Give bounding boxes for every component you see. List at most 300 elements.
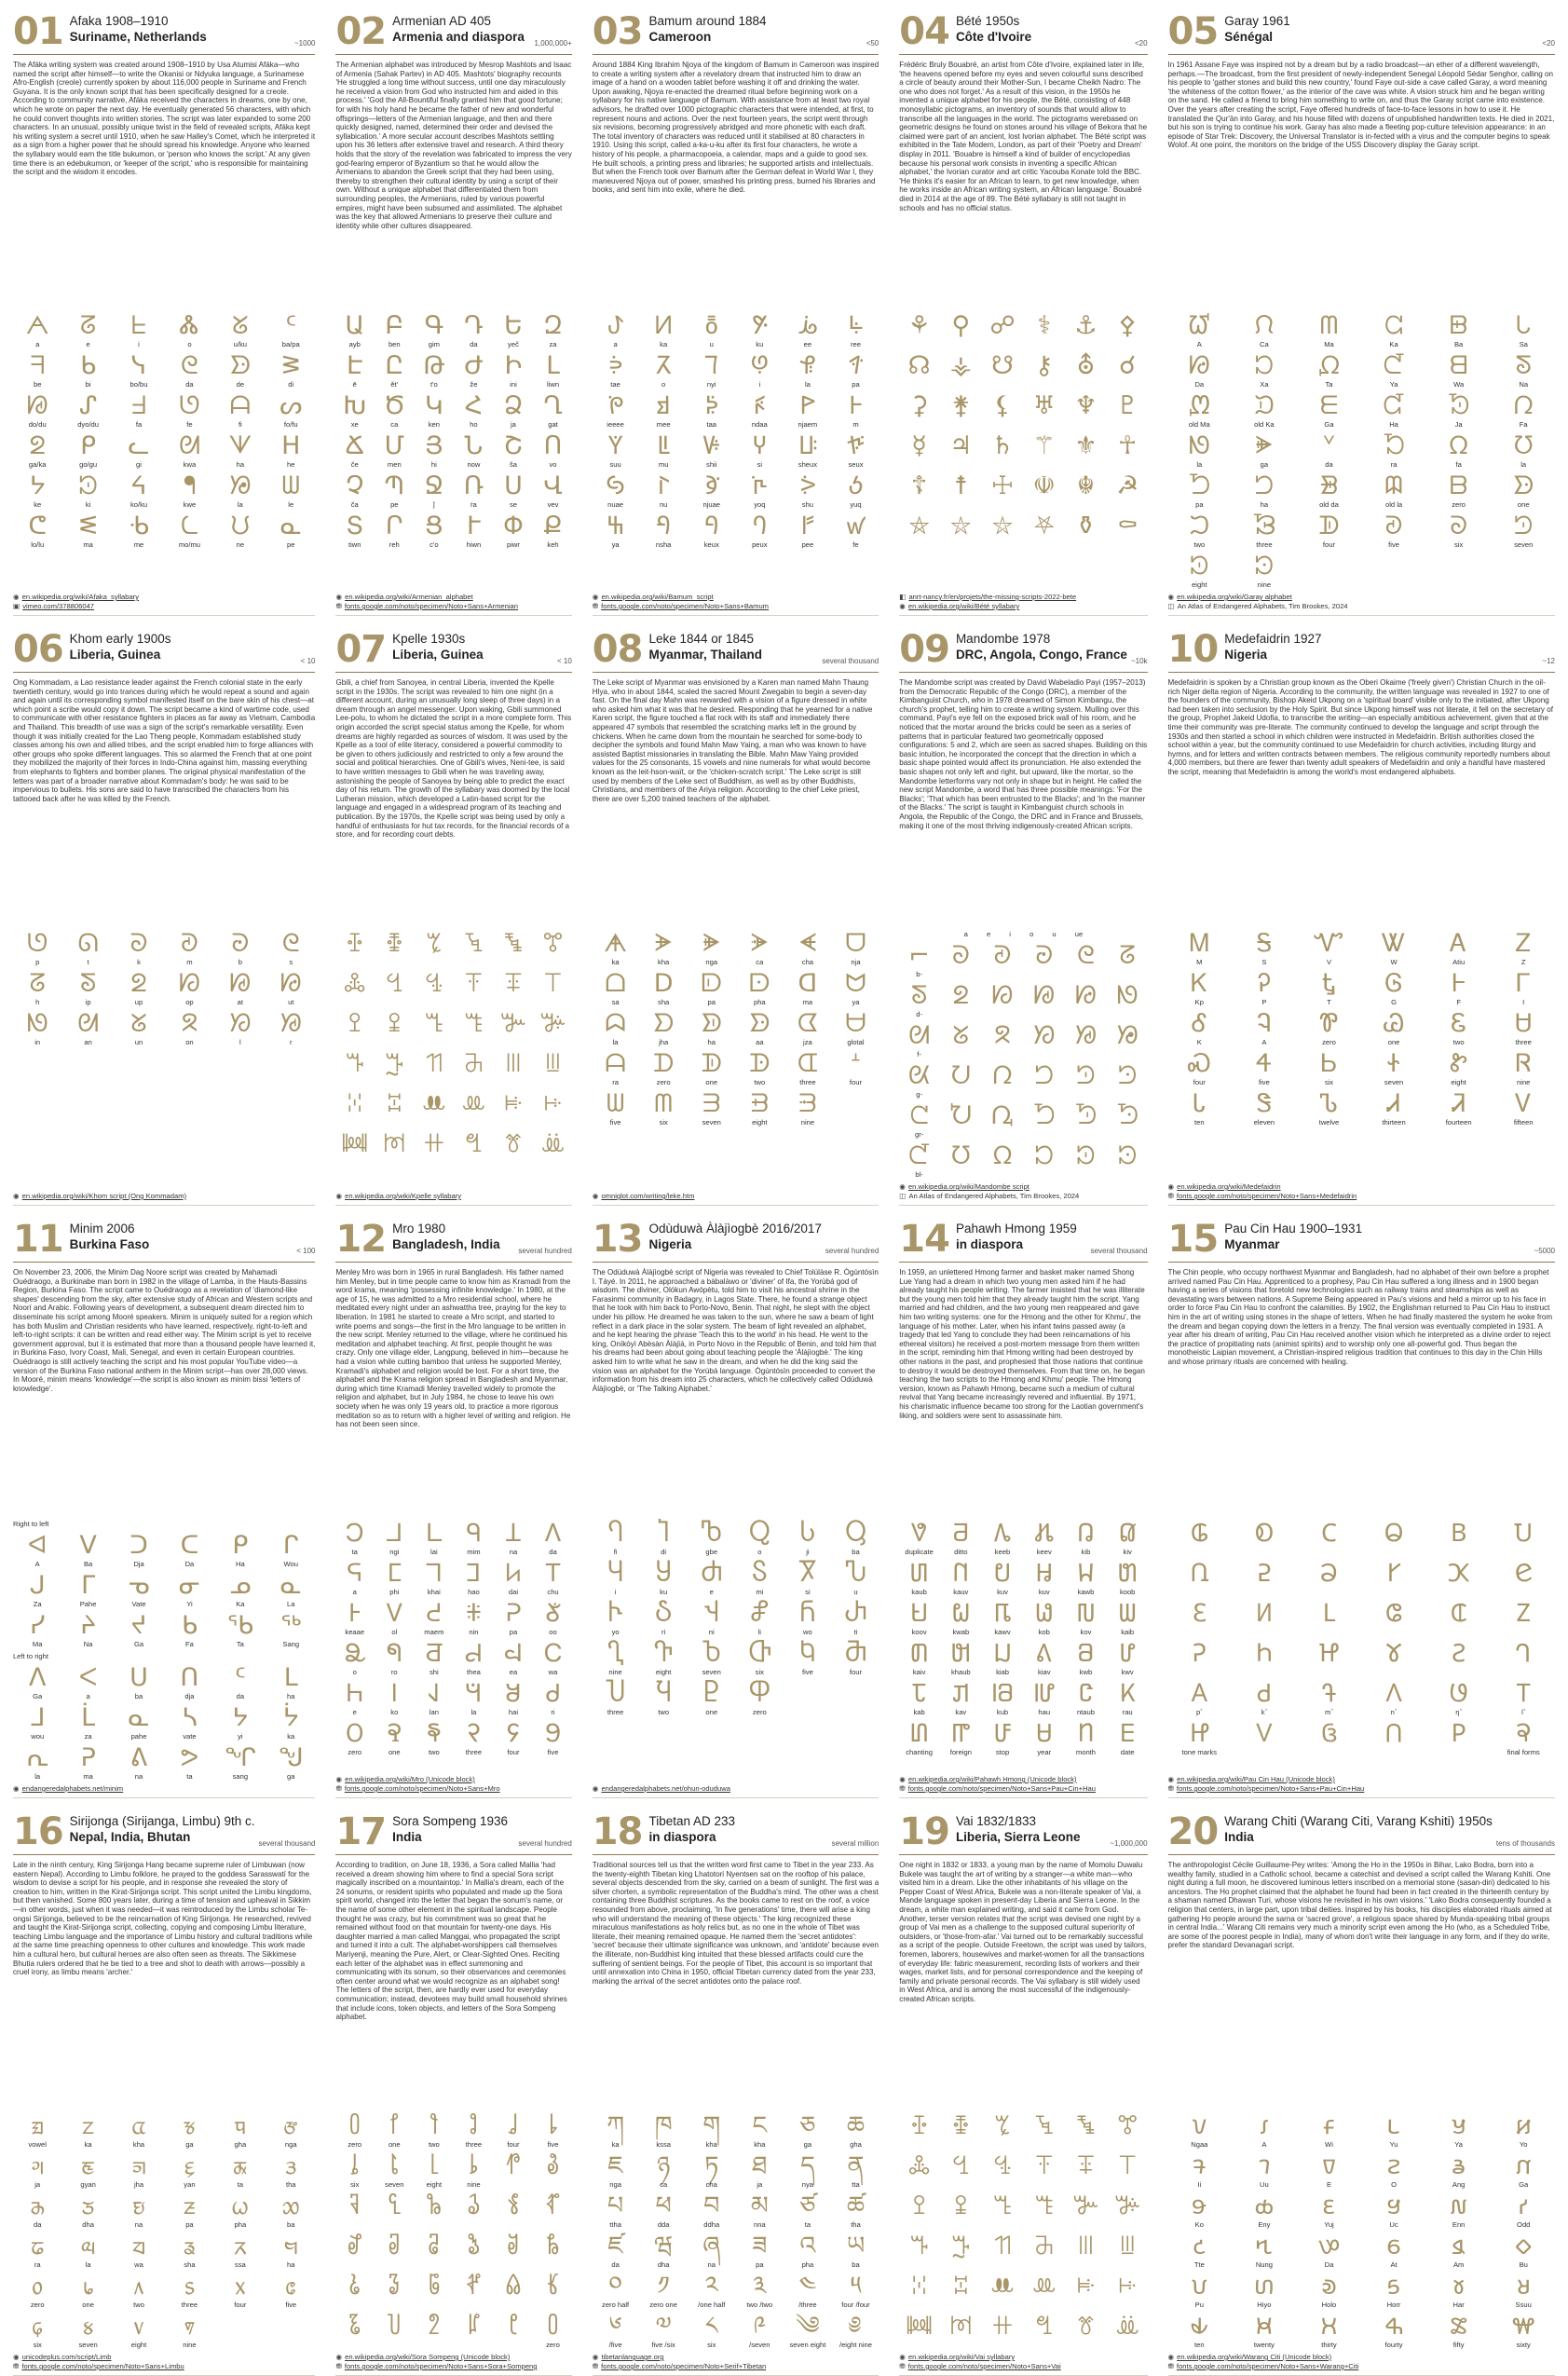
glyph-cell (983, 1520, 1023, 1556)
card-description: According to tradition, on June 18, 1936, a Sora called Mallia 'had received a dream showing him where to find a special Sora script magically inscribed on a mountaintop.' In Mallia's dream, each of the 24 sonums, or resident spirits who populated and made up the Sora spirit world, changed into the letter that began the sonum's name, or the name of some other element in the spiritual landscape. People thought he was crazy, but his commitment was so great that he remained without food on that mountain for twenty-one days. His daughter married a man called Manggai, who propagated the script and turned it into a cult. The alphabet-worshippers call themselves Mariyenji, meaning the Pure, Alert, or Clear-Sighted Ones. Reciting each letter of the alphabet was in effect summoning and communicating with its sonum, so their observances and ceremonies often center around what we would recognize as an alphabet song! The letters of the script, then, are hardly ever used for everyday communication; instead, devotees may build small household shrines that include icons, token objects, and letters of the Sora Sompeng alphabet. (335, 1861, 567, 2022)
glyph-character: 𑃧 (467, 2312, 481, 2341)
user-count: <20 (1542, 39, 1555, 48)
glyph-character: ཐ (752, 2151, 768, 2180)
glyph-character: ᘐ (1450, 512, 1468, 540)
glyph-character: ᔭ (29, 471, 46, 500)
glyph-character: 𑣈 (1321, 2151, 1337, 2180)
glyph-character: ⛥ (950, 512, 972, 540)
glyph-label (472, 1078, 474, 1086)
glyph-character: 𑃥 (387, 2312, 402, 2341)
glyph-label (1084, 500, 1086, 509)
glyph-cell (63, 1664, 112, 1700)
source-link[interactable] (13, 2362, 315, 2371)
glyph-character: ᘏ (77, 929, 99, 958)
glyph-label: Fa (1519, 420, 1528, 429)
glyph-character: 𑃷 (389, 2151, 399, 2180)
link-text[interactable]: fonts.google.com/noto/specimen/Noto+Sans+Limbu (21, 2362, 184, 2370)
user-count: tens of thousands (1495, 1839, 1555, 1848)
glyph-cell (266, 2152, 315, 2189)
glyph-label: a (35, 340, 40, 348)
script-place: Liberia, Sierra Leone (955, 1830, 1081, 1844)
glyph-character: Ի (504, 351, 523, 380)
glyph-character: ᗯ (281, 471, 300, 500)
glyph-cell (455, 352, 493, 389)
glyph-character: 𑫙 (1256, 1679, 1273, 1708)
source-link[interactable] (335, 1784, 571, 1794)
glyph-character: ꔡ (1035, 2312, 1054, 2341)
glyph-label: five (547, 2140, 559, 2149)
card-title-block (392, 1813, 514, 1845)
glyph-label: in (34, 1038, 41, 1046)
glyph-character: ᘘ (1033, 981, 1056, 1010)
link-text[interactable]: en.wikipedia.org/wiki/Kpelle syllabary (345, 1192, 462, 1200)
glyph-label (960, 1090, 961, 1099)
script-name-line (956, 1813, 1106, 1829)
glyph-character: ᤒ (31, 2232, 45, 2260)
glyph-cell (737, 930, 784, 966)
glyph-label: e (709, 1588, 714, 1596)
glyph-cell (63, 392, 112, 429)
link-text[interactable]: fonts.google.com/noto/specimen/Noto+Sans+Vai (907, 2362, 1061, 2370)
link-text[interactable]: vimeo.com/378806047 (22, 602, 95, 610)
glyph-character: 𖩏 (465, 1599, 483, 1628)
source-link[interactable] (1168, 1182, 1555, 1192)
link-text[interactable]: en.wikipedia.org/wiki/Warang Citi (Unicode block) (1177, 2353, 1332, 2361)
glyph-label: shu (801, 500, 814, 509)
glyph-character: ꔇ (951, 2151, 971, 2180)
link-text[interactable]: fonts.google.com/noto/specimen/Noto+Sans+Pau+Cin+Hau (1176, 1784, 1365, 1793)
glyph-label (1263, 1548, 1265, 1556)
glyph-label: kwb (1079, 1668, 1093, 1676)
glyph-label (919, 380, 920, 389)
glyph-label (960, 1050, 961, 1058)
glyph-character: 𖩖 (503, 1639, 524, 1668)
link-text[interactable]: fonts.google.com/noto/specimen/Noto+Sans+Warang+Citi (1176, 2362, 1359, 2370)
script-name-line (1224, 13, 1538, 29)
glyph-character: ᘦ (1118, 1061, 1138, 1090)
glyph-cell (1024, 1680, 1064, 1716)
glyph-character: Ժ (464, 351, 484, 380)
glyph-cell (455, 1680, 493, 1716)
glyph-character: ᑌ (130, 1663, 148, 1692)
source-link[interactable] (1168, 1192, 1555, 1201)
glyph-label: zero half (602, 2301, 630, 2309)
glyph-cell (689, 2112, 735, 2149)
glyph-label (354, 1038, 356, 1046)
glyph-character: 𑃝 (546, 2232, 560, 2260)
source-link[interactable] (899, 1784, 1147, 1794)
source-link[interactable] (1168, 593, 1555, 602)
link-text[interactable]: en.wikipedia.org/wiki/Pahawh Hmong (Unicode block) (907, 1775, 1077, 1783)
glyph-cell (1298, 1640, 1361, 1676)
glyph-cell (1362, 312, 1425, 348)
glyph-cell (833, 2233, 879, 2269)
glyph-label: gim (428, 340, 440, 348)
link-text[interactable]: fonts.google.com/noto/specimen/Noto+Sans+Pau+Cin+Hau (907, 1784, 1097, 1793)
source-link[interactable] (899, 1182, 1147, 1192)
source-link[interactable] (335, 1775, 571, 1784)
glyph-character: ꚥ (848, 311, 864, 340)
glyph-character: ꔔ (425, 1049, 443, 1078)
glyph-character: 𑃠 (428, 2272, 441, 2301)
link-text[interactable]: endangeredalphabets.net/minim (21, 1784, 124, 1793)
source-link[interactable] (1168, 1784, 1555, 1794)
glyph-label: eight (426, 2180, 443, 2189)
glyph-cell (784, 2313, 831, 2349)
glyph-cell (1427, 312, 1491, 348)
glyph-table (13, 312, 315, 589)
card-links (335, 2353, 571, 2375)
glyph-character: ན (847, 2151, 865, 2180)
card-links (899, 1182, 1147, 1205)
glyph-cell (640, 930, 687, 966)
script-name: Khom (69, 632, 106, 646)
glyph-character: 𖩕 (464, 1639, 484, 1668)
glyph-character: ༡ (657, 2272, 670, 2301)
card-title-block (956, 1221, 1087, 1252)
script-name-line (648, 13, 862, 29)
glyph-character: ༤ (798, 2272, 817, 2301)
glyph-cell (833, 512, 879, 549)
source-link[interactable] (899, 1775, 1147, 1784)
source-link[interactable] (335, 602, 571, 611)
source-link[interactable] (335, 1192, 571, 1201)
link-icon: ◉ (1167, 1775, 1175, 1783)
glyph-cell (216, 312, 265, 348)
glyph-character: ᘥ (1076, 1061, 1096, 1090)
glyph-label (1458, 1548, 1460, 1556)
glyph-cell (1168, 312, 1232, 348)
glyph-character: ᘻ (1188, 391, 1210, 420)
source-link[interactable] (899, 2362, 1147, 2371)
glyph-character: Ⴗ (607, 1559, 623, 1588)
source-link[interactable] (593, 1784, 879, 1794)
link-text[interactable]: tibetanlanguage.org (601, 2353, 664, 2361)
link-text[interactable]: en.wikipedia.org/wiki/Vai syllabary (907, 2353, 1016, 2361)
glyph-label: tha (285, 2180, 296, 2189)
glyph-character: པ (607, 2192, 624, 2220)
source-link[interactable] (13, 593, 315, 602)
link-text[interactable]: en.wikipedia.org/wiki/Mro (Unicode block) (345, 1775, 475, 1783)
source-link[interactable] (1168, 1775, 1555, 1784)
glyph-character: ꔅ (542, 929, 564, 958)
glyph-cell (1298, 1720, 1361, 1756)
glyph-label: ga (1260, 460, 1269, 469)
card-links (335, 593, 571, 615)
script-name: Vai (955, 1814, 977, 1828)
glyph-character: ᑭ (232, 1531, 249, 1560)
glyph-label: kaiv (912, 1668, 926, 1676)
glyph-character: ꛃ (846, 512, 866, 540)
link-text[interactable]: en.wikipedia.org/wiki/Sora Sompeng (Unicode block) (345, 2353, 511, 2361)
link-text[interactable]: anrt-nancy.fr/en/projets/the-missing-scripts-2022-bete (908, 593, 1077, 601)
book-reference (899, 1192, 1147, 1201)
user-count: 1,000,000+ (534, 39, 572, 48)
glyph-character: ☬ (1076, 471, 1096, 500)
link-text[interactable]: en.wikipedia.org/wiki/Bété syllabary (907, 602, 1020, 610)
source-link[interactable] (13, 602, 315, 611)
glyph-character: 𖬠 (993, 1719, 1012, 1748)
glyph-character: 𑣏 (1386, 2192, 1401, 2220)
user-count: several thousand (822, 657, 879, 665)
link-text[interactable]: en.wikipedia.org/wiki/Armenian_alphabet (345, 593, 473, 601)
glyph-character: Ꮝ (1187, 1049, 1211, 1078)
glyph-label (354, 1158, 356, 1167)
glyph-cell (495, 1010, 533, 1046)
glyph-cell (640, 1010, 687, 1046)
glyph-character: ☨ (953, 471, 968, 500)
glyph-label: Ta (1325, 380, 1333, 389)
glyph-character: ᘛ (77, 1009, 100, 1038)
glyph-cell (1233, 553, 1296, 589)
glyph-character: ᘎ (26, 929, 48, 958)
glyph-character: ꔁ (951, 2111, 970, 2140)
glyph-cell (115, 2192, 163, 2229)
glyph-character: ད (800, 2151, 815, 2180)
glyph-table (593, 2112, 879, 2349)
glyph-label (1084, 460, 1086, 469)
glyph-character: ꔟ (949, 2312, 973, 2341)
glyph-cell (1298, 312, 1361, 348)
glyph-label: pa (1195, 500, 1204, 509)
source-link[interactable] (335, 2353, 571, 2362)
link-text[interactable]: fonts.google.com/noto/specimen/Noto+Sans+Armenian (344, 602, 519, 610)
glyph-cell (63, 2273, 112, 2309)
glyph-character: 𖬎 (993, 1599, 1012, 1628)
glyph-label: yeč (508, 340, 519, 348)
glyph-subheading: Right to left (13, 1520, 49, 1528)
glyph-character: ꔝ (1118, 2272, 1138, 2301)
glyph-label: ba (852, 2260, 860, 2269)
card-links (593, 593, 879, 615)
link-text[interactable]: fonts.google.com/noto/specimen/Noto+Sans+Bamum (601, 602, 769, 610)
glyph-character: ᗸ (1449, 311, 1468, 340)
glyph-label: Na (83, 1640, 93, 1648)
link-text[interactable]: endangeredalphabets.net/ohun-oduduwa (601, 1784, 730, 1793)
glyph-label: twenty (1253, 2341, 1275, 2349)
user-count: several thousand (1090, 1247, 1148, 1255)
glyph-label (1126, 970, 1128, 978)
glyph-character: 𑫕 (1385, 1639, 1402, 1668)
link-text[interactable]: en.wikipedia.org/wiki/Afaka_syllabary (21, 593, 139, 601)
glyph-character: 𖬆 (909, 1559, 929, 1588)
source-link[interactable] (1168, 2362, 1555, 2371)
glyph-label (472, 2301, 474, 2309)
source-link[interactable] (13, 1784, 315, 1794)
glyph-character: ᔕ (280, 391, 303, 420)
glyph-character: 𑣔 (1317, 2232, 1341, 2260)
glyph-label: foreign (949, 1748, 972, 1756)
glyph-cell (534, 1010, 572, 1046)
glyph-cell (115, 312, 163, 348)
link-icon: ⛃ (335, 602, 342, 610)
glyph-character: ᘠ (1116, 1021, 1139, 1050)
glyph-character: ᤈ (131, 2151, 146, 2180)
glyph-label: three (1515, 1038, 1532, 1046)
glyph-cell (455, 2233, 493, 2269)
glyph-cell (784, 2273, 831, 2309)
glyph-label: ra (1390, 460, 1398, 469)
glyph-label: koov (911, 1628, 927, 1636)
link-text[interactable]: en.wikipedia.org/wiki/Pau Cin Hau (Unicode block) (1177, 1775, 1335, 1783)
glyph-label (1126, 2301, 1128, 2309)
glyph-character: ༢ (704, 2272, 718, 2301)
link-text[interactable]: fonts.google.com/noto/specimen/Noto+Sans+Medefaidrin (1176, 1192, 1357, 1200)
glyph-cell (1168, 1720, 1232, 1756)
glyph-character: ᑦ (234, 1663, 246, 1692)
link-text[interactable]: omniglot.com/writing/leke.htm (601, 1192, 695, 1200)
link-text[interactable]: en.wikipedia.org/wiki/Garay alphabet (1177, 593, 1292, 601)
glyph-cell (416, 392, 454, 429)
user-count: several thousand (258, 1839, 316, 1848)
glyph-cell (13, 512, 61, 549)
glyph-label (960, 2220, 961, 2229)
glyph-label: Yi (186, 1600, 193, 1608)
glyph-label: ha (236, 460, 245, 469)
glyph-character: ᓇ (280, 1571, 302, 1600)
glyph-cell (1108, 942, 1148, 978)
glyph-cell (689, 1600, 735, 1636)
glyph-character: ᗢ (845, 969, 866, 998)
glyph-character: 𑃦 (428, 2312, 440, 2341)
glyph-label: kha (658, 958, 670, 966)
glyph-cell (1066, 2112, 1106, 2149)
glyph-cell (13, 2313, 61, 2349)
glyph-label: nu (659, 500, 668, 509)
glyph-character: Ⴐ (844, 1599, 867, 1628)
glyph-character: ꔍ (388, 1009, 402, 1038)
glyph-cell (335, 2313, 374, 2349)
source-link[interactable] (335, 2362, 571, 2371)
glyph-cell (1298, 2273, 1361, 2309)
glyph-cell (1362, 1640, 1425, 1676)
glyph-cell (983, 982, 1023, 1018)
source-link[interactable] (13, 2353, 315, 2362)
glyph-cell (784, 2112, 831, 2149)
glyph-character: ꔆ (907, 2151, 932, 2180)
link-text[interactable]: fonts.google.com/noto/specimen/Noto+Serif+Tibetan (601, 2362, 767, 2370)
glyph-cell (1492, 392, 1555, 429)
source-link[interactable] (593, 2362, 879, 2371)
source-link[interactable] (593, 2353, 879, 2362)
script-name-line (1224, 1813, 1493, 1829)
link-text[interactable]: en.wikipedia.org/wiki/Khom script (Ong Kommadam) (21, 1192, 187, 1200)
glyph-cell (899, 2112, 939, 2149)
link-icon: ▣ (13, 602, 20, 610)
glyph-cell (216, 472, 265, 509)
source-link[interactable] (593, 1192, 879, 1201)
glyph-label: m (852, 420, 859, 429)
glyph-label: men (387, 460, 402, 469)
glyph-cell (1427, 1640, 1491, 1676)
glyph-character: ꔓ (950, 2232, 971, 2260)
source-link[interactable] (1168, 2353, 1555, 2362)
glyph-cell (13, 1010, 61, 1046)
glyph-character: Ꮘ (1319, 1009, 1339, 1038)
glyph-character: 𑃚 (428, 2232, 441, 2260)
card-header (13, 10, 316, 55)
glyph-cell (416, 512, 454, 549)
script-date: 1930s (430, 632, 466, 646)
glyph-label: la (804, 380, 811, 389)
glyph-character: ꔃ (1033, 2111, 1055, 2140)
glyph-character: ꚩ (750, 351, 770, 380)
glyph-label: three (465, 1748, 483, 1756)
glyph-cell (63, 930, 112, 966)
glyph-character: 𑃛 (467, 2232, 481, 2260)
glyph-cell (941, 1520, 981, 1556)
glyph-label: eight (1451, 1078, 1466, 1086)
glyph-character: ꔘ (347, 1089, 362, 1118)
glyph-label: seven (78, 2341, 98, 2349)
glyph-cell (1024, 982, 1064, 1018)
link-text[interactable]: unicodeplus.com/script/Limb (21, 2353, 112, 2361)
user-count: < 100 (296, 1247, 316, 1255)
link-text[interactable]: fonts.google.com/noto/specimen/Noto+Sans+Mro (344, 1784, 500, 1793)
source-link[interactable] (899, 602, 1147, 611)
script-name: Sora Sompeng (392, 1814, 480, 1828)
link-text[interactable]: en.wikipedia.org/wiki/Bamum_script (601, 593, 714, 601)
link-text[interactable]: fonts.google.com/noto/specimen/Noto+Sans+Sora+Sompeng (344, 2362, 538, 2370)
glyph-cell (737, 392, 784, 429)
glyph-character: ᘁ (1322, 431, 1336, 460)
link-text[interactable]: en.wikipedia.org/wiki/Medefaidrin (1177, 1182, 1281, 1191)
glyph-cell (13, 1704, 61, 1741)
glyph-character: Ꮁ (1516, 969, 1532, 998)
glyph-label (1084, 420, 1086, 429)
glyph-character: Ꮡ (1450, 1049, 1468, 1078)
source-link[interactable] (593, 602, 879, 611)
glyph-label: t'o (429, 380, 438, 389)
glyph-label: Nung (1255, 2260, 1273, 2269)
glyph-label: zero (30, 2301, 45, 2309)
glyph-cell (495, 2313, 533, 2349)
source-link[interactable] (593, 593, 879, 602)
glyph-cell (1066, 392, 1106, 429)
glyph-label: fourteen (1445, 1118, 1472, 1127)
source-link[interactable] (335, 593, 571, 602)
glyph-label: la (34, 1772, 41, 1781)
glyph-label (1002, 540, 1003, 549)
glyph-label: ŋ˺ (1455, 1708, 1463, 1716)
glyph-label: Da (1194, 380, 1205, 389)
glyph-character: ꔅ (1116, 2111, 1139, 2140)
glyph-character: 𑃟 (388, 2272, 401, 2301)
glyph-cell (1362, 1680, 1425, 1716)
glyph-label (472, 1038, 474, 1046)
source-link[interactable] (899, 593, 1147, 602)
glyph-cell (1492, 1560, 1555, 1596)
glyph-cell (593, 1090, 639, 1127)
glyph-cell (689, 1050, 735, 1086)
glyph-cell (13, 2273, 61, 2309)
glyph-character: 𖩅 (544, 1519, 562, 1548)
glyph-label: four (507, 1748, 520, 1756)
glyph-cell (165, 472, 213, 509)
glyph-character: 𖩄 (505, 1519, 522, 1548)
glyph-character: 𑃵 (548, 2111, 558, 2140)
link-text[interactable]: en.wikipedia.org/wiki/Mandombe script (907, 1182, 1029, 1191)
glyph-label (1002, 1170, 1003, 1179)
glyph-label: T (1327, 998, 1331, 1006)
glyph-cell (689, 1560, 735, 1596)
source-link[interactable] (899, 2353, 1147, 2362)
glyph-character: ꔜ (503, 1089, 524, 1118)
source-link[interactable] (13, 1192, 315, 1201)
glyph-character: ☿ (911, 431, 927, 460)
glyph-character: ᘙ (280, 969, 302, 998)
glyph-character: 𑫎 (1322, 1599, 1336, 1628)
